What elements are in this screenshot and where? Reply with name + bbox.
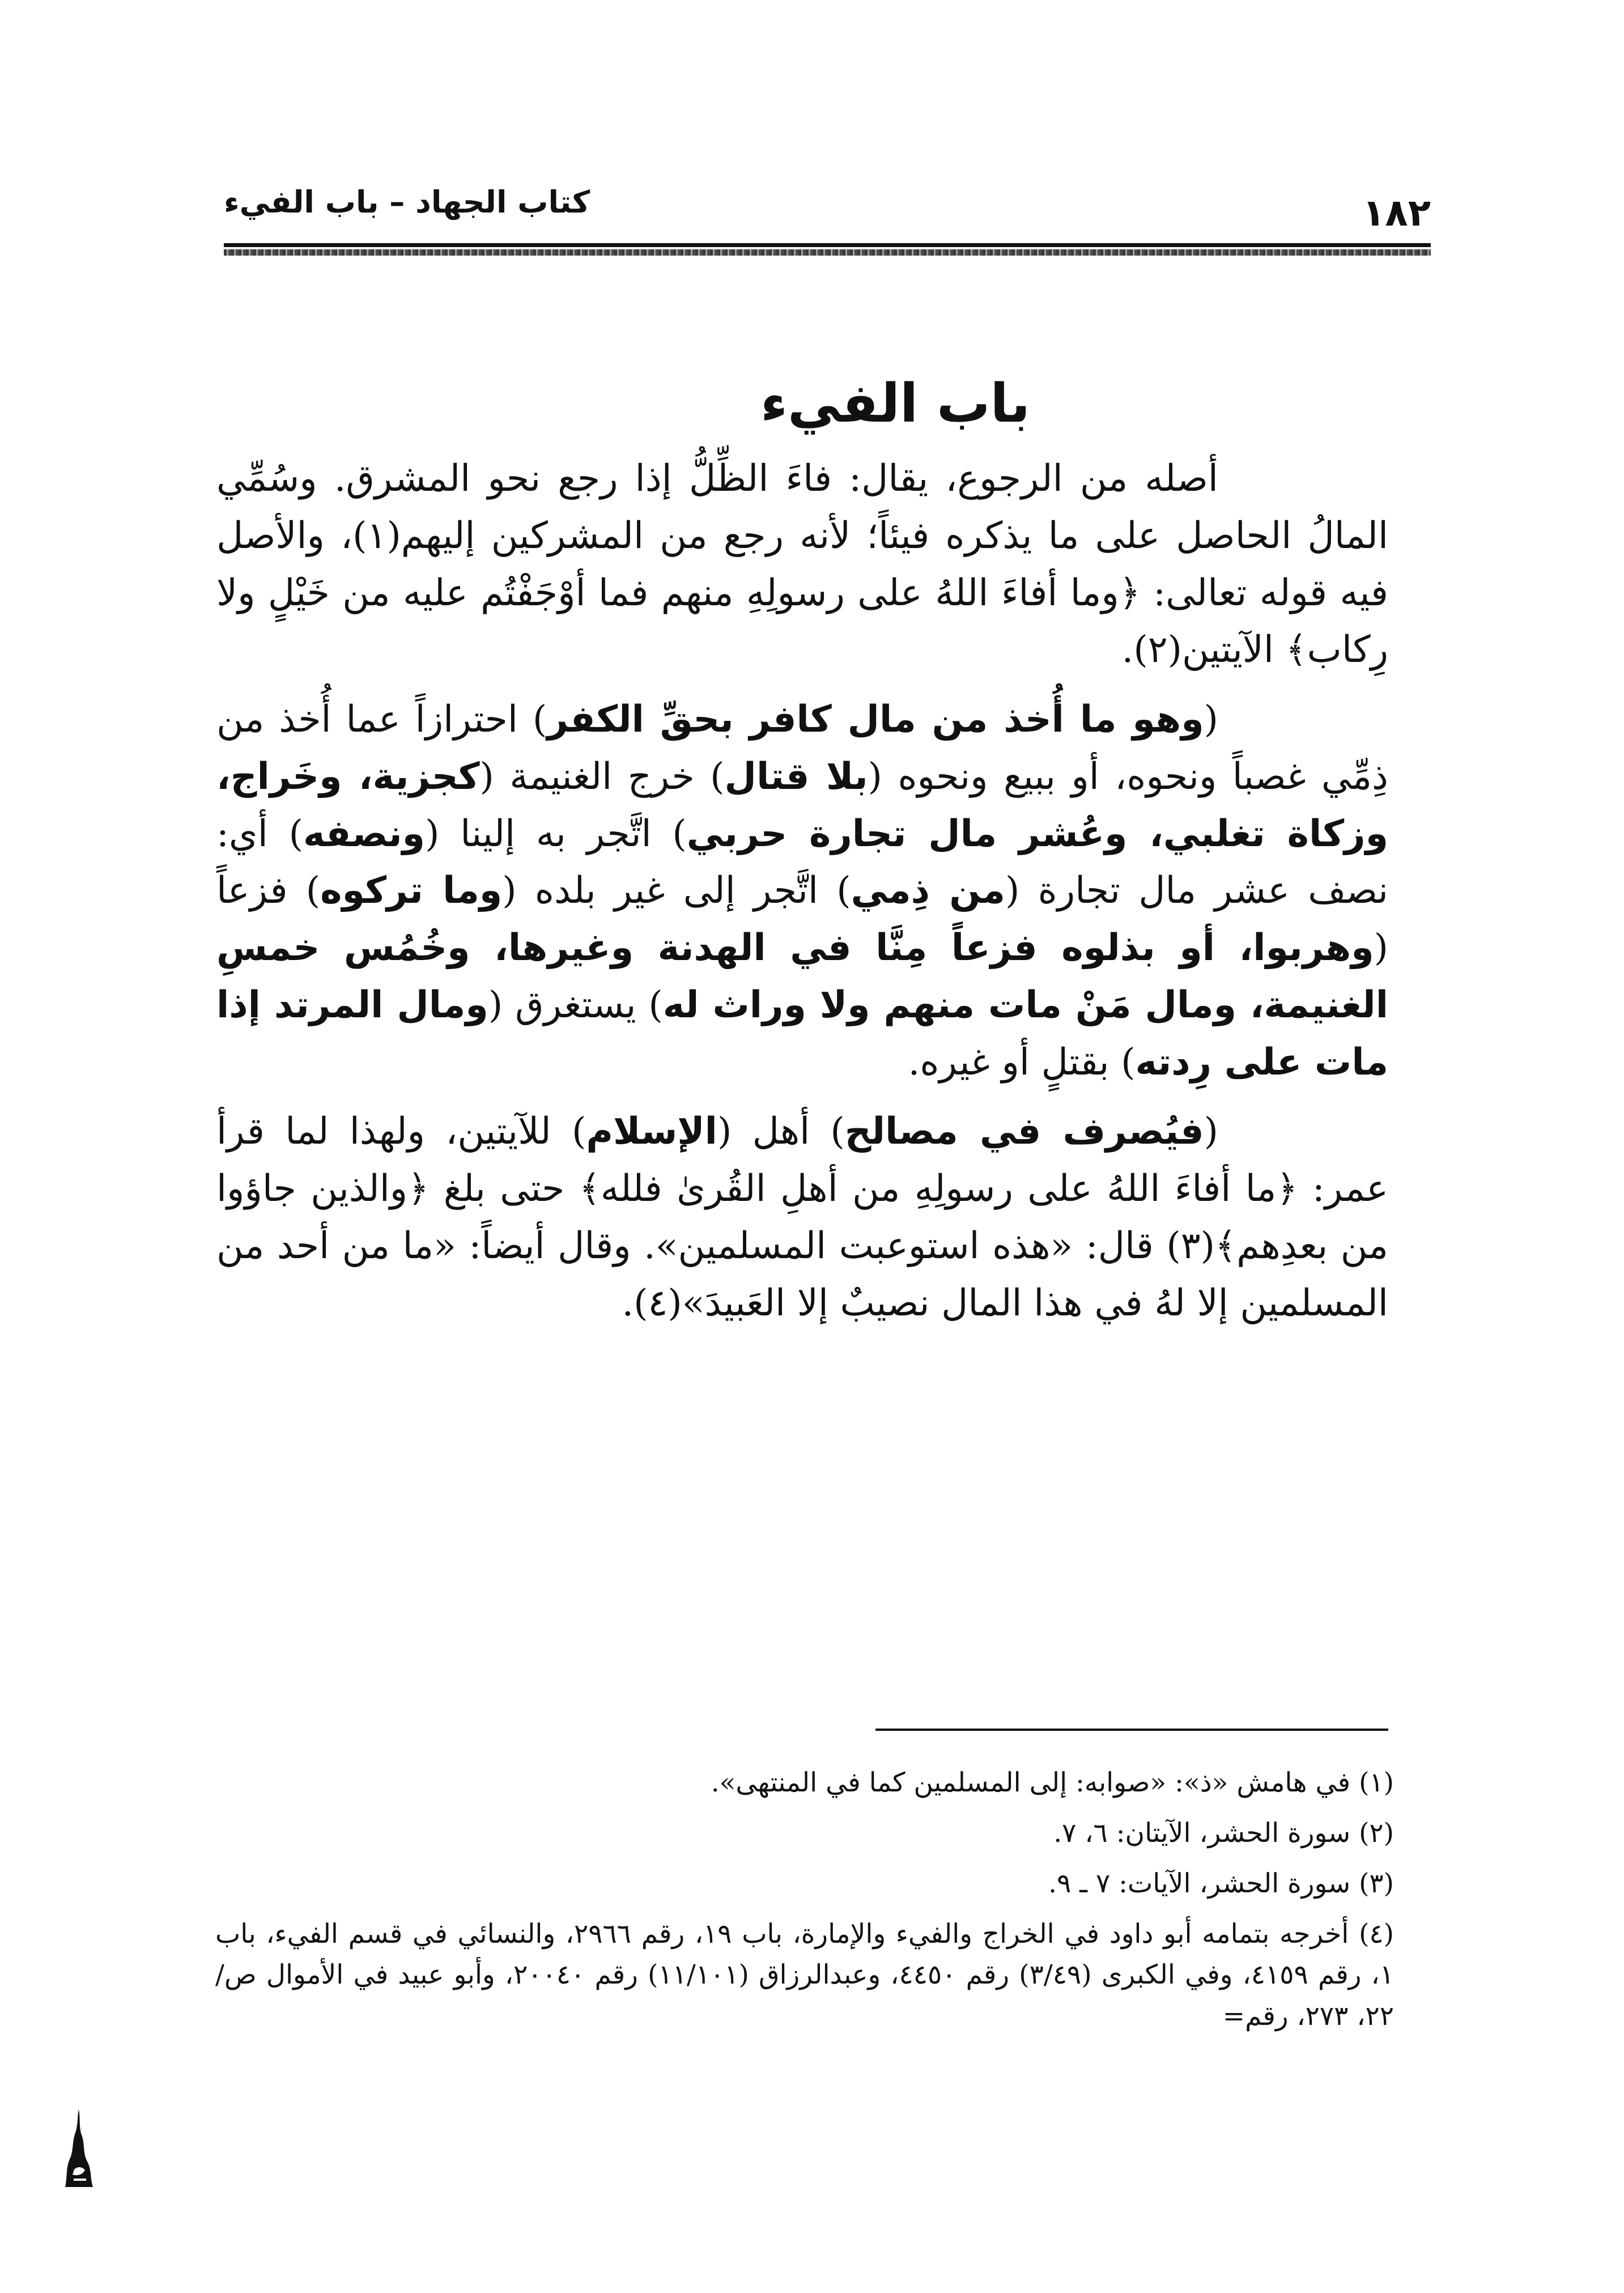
paragraph-definition-open: (: [1204, 698, 1218, 741]
definition-text-1: ) احترازاً عما أُخذ من ذِمِّي غصباً ونحوه، أو ببيع ونحوه (: [216, 698, 1388, 798]
definition-bold-3: كجزية، وخَراج، وزكاة تغلبي، وعُشر مال تجارة حربي: [216, 755, 1388, 855]
page-header: [224, 184, 1431, 244]
definition-text-6: ) فزعاً (: [216, 869, 1388, 969]
distribution-bold-1: فيُصرف في مصالح: [844, 1110, 1204, 1153]
main-text: [216, 451, 1388, 1344]
definition-bold-7: وهربوا، أو بذلوه فزعاً مِنَّا في الهدنة وغيرها، وخُمُس خمسِ الغنيمة، ومال مَنْ مات منهم ولا وراث له: [216, 927, 1388, 1026]
footnote-4: (٤) أخرجه بتمامه أبو داود في الخراج والفيء والإمارة، باب ١٩، رقم ٢٩٦٦، والنسائي في قسم الفيء، باب ١، رقم ٤١٥٩، وفي الكبرى (٣/٤٩) رقم ٤٤٥٠، وعبدالرزاق (١١/١٠١) رقم ٢٠٠٤٠، وأبو عبيد في الأموال ص/ ٢٢، ٢٧٣، رقم=: [215, 1918, 1394, 2032]
header-decorative-rule: [224, 249, 1431, 256]
distribution-text-1: ) أهل (: [717, 1110, 845, 1153]
header-title: كتاب الجهاد – باب الفيء: [224, 184, 590, 220]
header-rule: [224, 243, 1431, 247]
definition-bold-6: وما تركوه: [320, 869, 503, 912]
chapter-title: باب الفيء: [760, 372, 1031, 435]
definition-text-7: ) يستغرق (: [488, 983, 663, 1026]
distribution-bold-2: الإسلام: [586, 1110, 717, 1153]
definition-text-8: ) بقتلٍ أو غيره.: [908, 1041, 1136, 1084]
footnote-3: (٣) سورة الحشر، الآيات: ٧ ـ ٩.: [1048, 1867, 1394, 1899]
definition-bold-4: ونصفه: [303, 812, 426, 855]
paragraph-definition: [216, 691, 1388, 1091]
paragraph-origin: أصله من الرجوع، يقال: فاءَ الظِّلُّ إذا رجع نحو المشرق. وسُمِّي المالُ الحاصل على ما يذكره فيئاً؛ لأنه رجع من المشركين إليهم(١)، والأصل فيه قوله تعالى: ﴿وما أفاءَ اللهُ على رسولِهِ منهم فما أوْجَفْتُم عليه من خَيْلٍ ولا رِكاب﴾ الآيتين(٢).: [216, 457, 1389, 672]
footnote-1: (١) في هامش «ذ»: «صوابه: إلى المسلمين كما في المنتهى».: [711, 1767, 1394, 1798]
definition-bold-5: من ذِمي: [851, 869, 1006, 912]
page-number: ١٨٢: [1362, 191, 1431, 235]
definition-text-2: ) خرج الغنيمة (: [479, 755, 725, 798]
definition-text-4: ) أي: نصف عشر مال تجارة (: [216, 812, 1389, 912]
footnotes: [215, 1763, 1394, 2046]
definition-text-5: ) اتَّجر إلى غير بلده (: [502, 869, 851, 912]
paragraph-distribution: [216, 1103, 1388, 1332]
definition-bold-8: ومال المرتد إذا مات على رِدته: [216, 983, 1388, 1084]
definition-bold-2: بلا قتال: [724, 755, 868, 798]
definition-bold-1: وهو ما أُخذ من مال كافر بحقِّ الكفر: [547, 698, 1204, 741]
distribution-text-2: ) للآيتين، ولهذا لما قرأ عمر: ﴿ما أفاءَ اللهُ على رسولِهِ من أهلِ القُرىٰ فلله﴾ حتى بلغ ﴿والذين جاؤوا من بعدِهم﴾(٣) قال: «هذه استوعبت المسلمين». وقال أيضاً: «ما من أحد من المسلمين إلا لهُ في هذا المال نصيبٌ إلا العَبيدَ»(٤).: [216, 1110, 1388, 1324]
side-ornament-icon: [63, 2107, 95, 2189]
footnote-2: (٢) سورة الحشر، الآيتان: ٦، ٧.: [1053, 1817, 1394, 1849]
definition-text-3: ) اتَّجر به إلينا (: [425, 812, 687, 855]
paragraph-distribution-open: (: [1204, 1110, 1218, 1153]
footnote-separator: [875, 1729, 1388, 1731]
